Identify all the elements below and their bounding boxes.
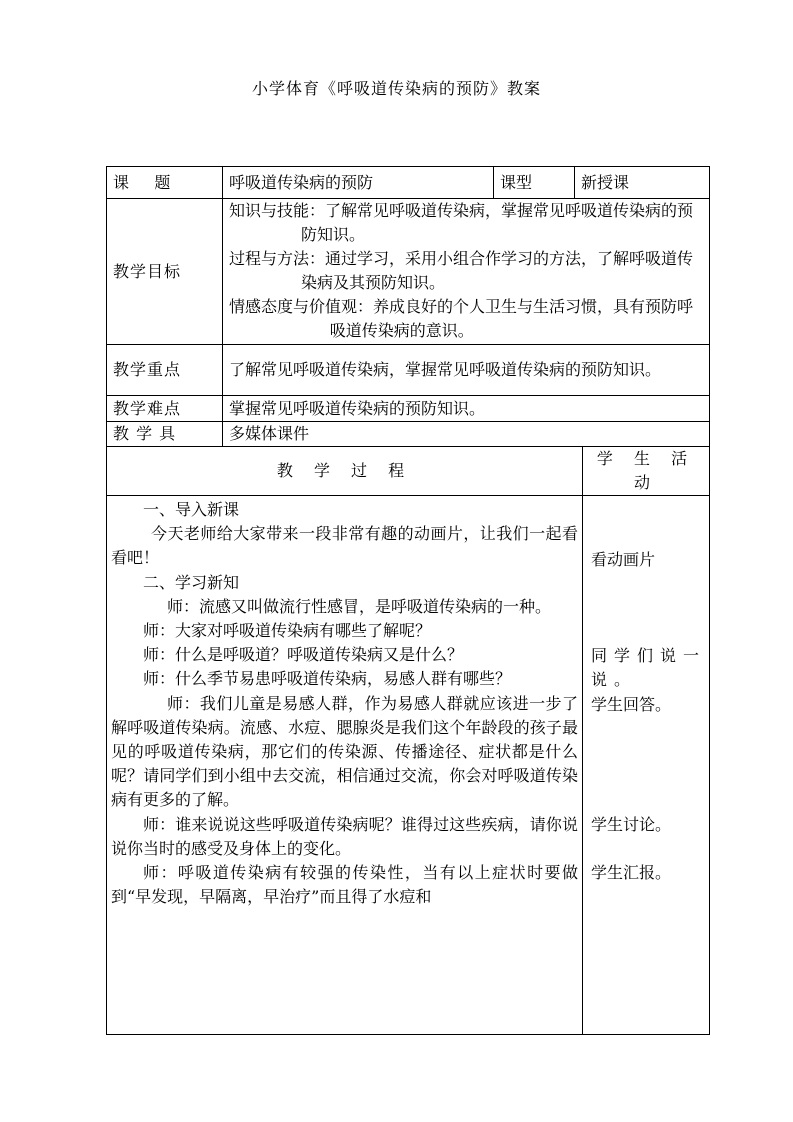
difficulty-label: 教学难点 — [107, 396, 223, 422]
objective-process: 过程与方法：通过学习，采用小组合作学习的方法，了解呼吸道传染病及其预防知识。 — [229, 249, 694, 292]
student-header: 学 生 活 动 — [583, 447, 710, 496]
row-process — [107, 496, 710, 1035]
process-paragraph: 师：呼吸道传染病有较强的传染性，当有以上症状时要做到“早发现，早隔离，早治疗”而且得了水痘和 — [111, 863, 578, 907]
lesson-plan-table — [106, 166, 710, 1035]
row-tools — [107, 422, 710, 447]
student-activity-cell — [583, 496, 710, 1035]
process-paragraph: 师：谁来说说这些呼吸道传染病呢？谁得过这些疾病，请你说说你当时的感受及身体上的变化。 — [111, 814, 578, 858]
student-activity-report: 学生汇报。 — [591, 863, 672, 882]
process-paragraph: 师：什么是呼吸道？呼吸道传染病又是什么？ — [143, 645, 464, 665]
type-value: 新授课 — [575, 167, 710, 199]
key-points-label: 教学重点 — [107, 345, 223, 396]
difficulty-value: 掌握常见呼吸道传染病的预防知识。 — [223, 396, 710, 422]
tools-value: 多媒体课件 — [223, 422, 710, 447]
student-activity-say: 同学们说一说。 — [591, 646, 707, 689]
process-paragraph: 今天老师给大家带来一段非常有趣的动画片，让我们一起看看吧！ — [111, 524, 578, 568]
objectives-cell — [223, 199, 710, 345]
row-difficulty — [107, 396, 710, 422]
topic-label — [107, 167, 223, 199]
process-cell — [107, 496, 583, 1035]
process-paragraph: 师：什么季节易患呼吸道传染病，易感人群有哪些？ — [143, 669, 512, 689]
type-label: 课型 — [494, 167, 575, 199]
process-section-intro: 一、导入新课 — [143, 500, 240, 519]
lesson-plan-table-wrapper — [106, 166, 709, 1035]
student-activity-watch: 看动画片 — [591, 550, 656, 569]
row-topic — [107, 167, 710, 199]
row-section-headers — [107, 447, 710, 496]
row-key-points — [107, 345, 710, 396]
document-title: 小学体育《呼吸道传染病的预防》教案 — [251, 79, 541, 98]
process-header: 教 学 过 程 — [107, 447, 583, 496]
student-activity-answer: 学生回答。 — [591, 695, 672, 714]
topic-value: 呼吸道传染病的预防 — [223, 167, 494, 199]
process-paragraph: 师：我们儿童是易感人群，作为易感人群就应该进一步了解呼吸道传染病。流感、水痘、腮腺炎是我们这个年龄段的孩子最见的呼吸道传染病，那它们的传染源、传播途径、症状都是什么呢？请同学们到小组中去交流，相信通过交流，你会对呼吸道传染病有更多的了解。 — [111, 693, 578, 810]
objective-attitude: 情感态度与价值观：养成良好的个人卫生与生活习惯，具有预防呼吸道传染病的意识。 — [229, 297, 694, 340]
key-points-value: 了解常见呼吸道传染病，掌握常见呼吸道传染病的预防知识。 — [223, 345, 710, 396]
topic-label-text: 课 题 — [113, 172, 172, 192]
process-section-new: 二、学习新知 — [143, 572, 240, 592]
row-objectives — [107, 199, 710, 345]
objective-knowledge: 知识与技能：了解常见呼吸道传染病，掌握常见呼吸道传染病的预防知识。 — [229, 201, 694, 244]
student-activity-discuss: 学生讨论。 — [591, 815, 672, 834]
process-paragraph: 师：大家对呼吸道传染病有哪些了解呢？ — [143, 621, 432, 641]
process-paragraph: 师：流感又叫做流行性感冒，是呼吸道传染病的一种。 — [167, 596, 552, 616]
objectives-label: 教学目标 — [107, 199, 223, 345]
tools-label: 教 学 具 — [107, 422, 223, 447]
